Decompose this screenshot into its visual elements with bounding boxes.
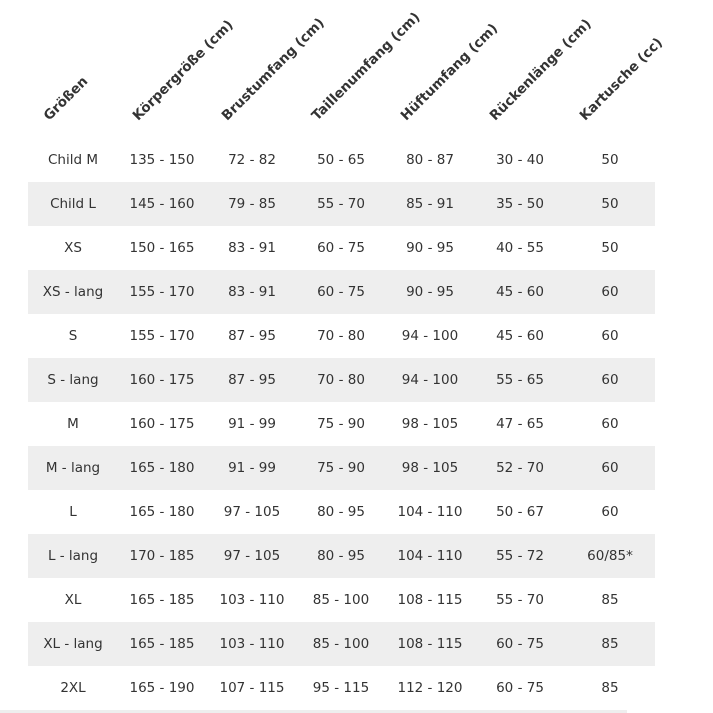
- table-row: [28, 138, 655, 182]
- cell-body-height: 165 - 180: [129, 504, 195, 520]
- cell-back-length: 45 - 60: [496, 284, 544, 300]
- table-row: [28, 622, 655, 666]
- cell-size: XL - lang: [43, 636, 103, 652]
- table-row: [28, 534, 655, 578]
- table-row: [28, 226, 655, 270]
- cell-body-height: 165 - 185: [129, 636, 195, 652]
- cell-cartridge: 60: [601, 284, 619, 300]
- header-groessen: Größen: [40, 73, 92, 124]
- cell-back-length: 35 - 50: [496, 196, 544, 212]
- cell-body-height: 170 - 185: [129, 548, 195, 564]
- cell-cartridge: 50: [601, 240, 619, 256]
- cell-hip: 104 - 110: [397, 548, 463, 564]
- cell-size: XS - lang: [42, 284, 104, 300]
- cell-size: Child M: [48, 152, 98, 168]
- cell-body-height: 150 - 165: [129, 240, 195, 256]
- cell-cartridge: 85: [601, 636, 619, 652]
- cell-chest: 103 - 110: [219, 636, 285, 652]
- cell-back-length: 50 - 67: [496, 504, 544, 520]
- cell-chest: 97 - 105: [223, 504, 281, 520]
- cell-waist: 85 - 100: [312, 592, 370, 608]
- table-row: [28, 270, 655, 314]
- cell-back-length: 40 - 55: [496, 240, 544, 256]
- cell-back-length: 55 - 72: [496, 548, 544, 564]
- cell-back-length: 47 - 65: [496, 416, 544, 432]
- table-row: [28, 446, 655, 490]
- table-body: [28, 138, 655, 710]
- cell-back-length: 60 - 75: [496, 680, 544, 696]
- cell-hip: 112 - 120: [397, 680, 463, 696]
- cell-chest: 79 - 85: [228, 196, 276, 212]
- cell-hip: 98 - 105: [401, 460, 459, 476]
- cell-chest: 91 - 99: [228, 460, 276, 476]
- cell-chest: 103 - 110: [219, 592, 285, 608]
- cell-waist: 80 - 95: [317, 548, 365, 564]
- header-kartusche: Kartusche (cc): [576, 34, 666, 124]
- cell-body-height: 155 - 170: [129, 284, 195, 300]
- cell-body-height: 160 - 175: [129, 372, 195, 388]
- cell-size: L - lang: [47, 548, 99, 564]
- cell-waist: 75 - 90: [317, 416, 365, 432]
- cell-body-height: 160 - 175: [129, 416, 195, 432]
- cell-cartridge: 60: [601, 504, 619, 520]
- cell-cartridge: 60: [601, 460, 619, 476]
- table-row: [28, 490, 655, 534]
- table-row: [28, 358, 655, 402]
- cell-waist: 60 - 75: [317, 240, 365, 256]
- cell-body-height: 155 - 170: [129, 328, 195, 344]
- cell-back-length: 55 - 70: [496, 592, 544, 608]
- cell-back-length: 55 - 65: [496, 372, 544, 388]
- cell-hip: 90 - 95: [406, 240, 454, 256]
- cell-size: S: [68, 328, 78, 344]
- header-hueftumfang: Hüftumfang (cm): [397, 20, 502, 124]
- cell-back-length: 30 - 40: [496, 152, 544, 168]
- cell-hip: 90 - 95: [406, 284, 454, 300]
- cell-waist: 80 - 95: [317, 504, 365, 520]
- cell-cartridge: 60: [601, 372, 619, 388]
- cell-waist: 85 - 100: [312, 636, 370, 652]
- cell-chest: 87 - 95: [228, 328, 276, 344]
- cell-chest: 72 - 82: [228, 152, 276, 168]
- cell-body-height: 165 - 180: [129, 460, 195, 476]
- cell-hip: 104 - 110: [397, 504, 463, 520]
- cell-cartridge: 50: [601, 152, 619, 168]
- cell-cartridge: 60/85*: [587, 548, 633, 564]
- cell-hip: 108 - 115: [397, 592, 463, 608]
- cell-size: S - lang: [47, 372, 99, 388]
- cell-chest: 91 - 99: [228, 416, 276, 432]
- cell-size: XS: [64, 240, 82, 256]
- cell-chest: 97 - 105: [223, 548, 281, 564]
- table-row: [28, 666, 655, 710]
- cell-hip: 98 - 105: [401, 416, 459, 432]
- cell-hip: 94 - 100: [401, 372, 459, 388]
- header-taillenumfang: Taillenumfang (cm): [308, 9, 424, 125]
- cell-body-height: 165 - 185: [129, 592, 195, 608]
- cell-waist: 95 - 115: [312, 680, 370, 696]
- header-brustumfang: Brustumfang (cm): [218, 15, 328, 125]
- cell-body-height: 145 - 160: [129, 196, 195, 212]
- cell-cartridge: 60: [601, 328, 619, 344]
- cell-waist: 70 - 80: [317, 328, 365, 344]
- table-row: [28, 182, 655, 226]
- cell-waist: 70 - 80: [317, 372, 365, 388]
- cell-cartridge: 85: [601, 680, 619, 696]
- size-chart-table: [28, 0, 666, 696]
- header-rueckenlaenge: Rückenlänge (cm): [486, 16, 595, 125]
- header-koerpergroesse: Körpergröße (cm): [129, 17, 237, 124]
- cell-size: M - lang: [45, 460, 101, 476]
- cell-size: Child L: [50, 196, 96, 212]
- table-row: [28, 314, 655, 358]
- cell-hip: 108 - 115: [397, 636, 463, 652]
- cell-hip: 85 - 91: [406, 196, 454, 212]
- cell-waist: 55 - 70: [317, 196, 365, 212]
- cell-size: XL: [64, 592, 82, 608]
- cell-body-height: 135 - 150: [129, 152, 195, 168]
- cell-waist: 60 - 75: [317, 284, 365, 300]
- cell-waist: 75 - 90: [317, 460, 365, 476]
- cell-back-length: 52 - 70: [496, 460, 544, 476]
- cell-cartridge: 50: [601, 196, 619, 212]
- cell-hip: 80 - 87: [406, 152, 454, 168]
- table-row: [28, 402, 655, 446]
- cell-size: L: [69, 504, 77, 520]
- cell-chest: 107 - 115: [219, 680, 285, 696]
- cell-chest: 87 - 95: [228, 372, 276, 388]
- cell-chest: 83 - 91: [228, 284, 276, 300]
- cell-size: 2XL: [60, 680, 86, 696]
- header-row: [28, 0, 666, 138]
- cell-back-length: 45 - 60: [496, 328, 544, 344]
- cell-cartridge: 60: [601, 416, 619, 432]
- cell-size: M: [67, 416, 79, 432]
- cell-waist: 50 - 65: [317, 152, 365, 168]
- cell-body-height: 165 - 190: [129, 680, 195, 696]
- cell-chest: 83 - 91: [228, 240, 276, 256]
- cell-hip: 94 - 100: [401, 328, 459, 344]
- cell-back-length: 60 - 75: [496, 636, 544, 652]
- cell-cartridge: 85: [601, 592, 619, 608]
- table-row: [28, 578, 655, 622]
